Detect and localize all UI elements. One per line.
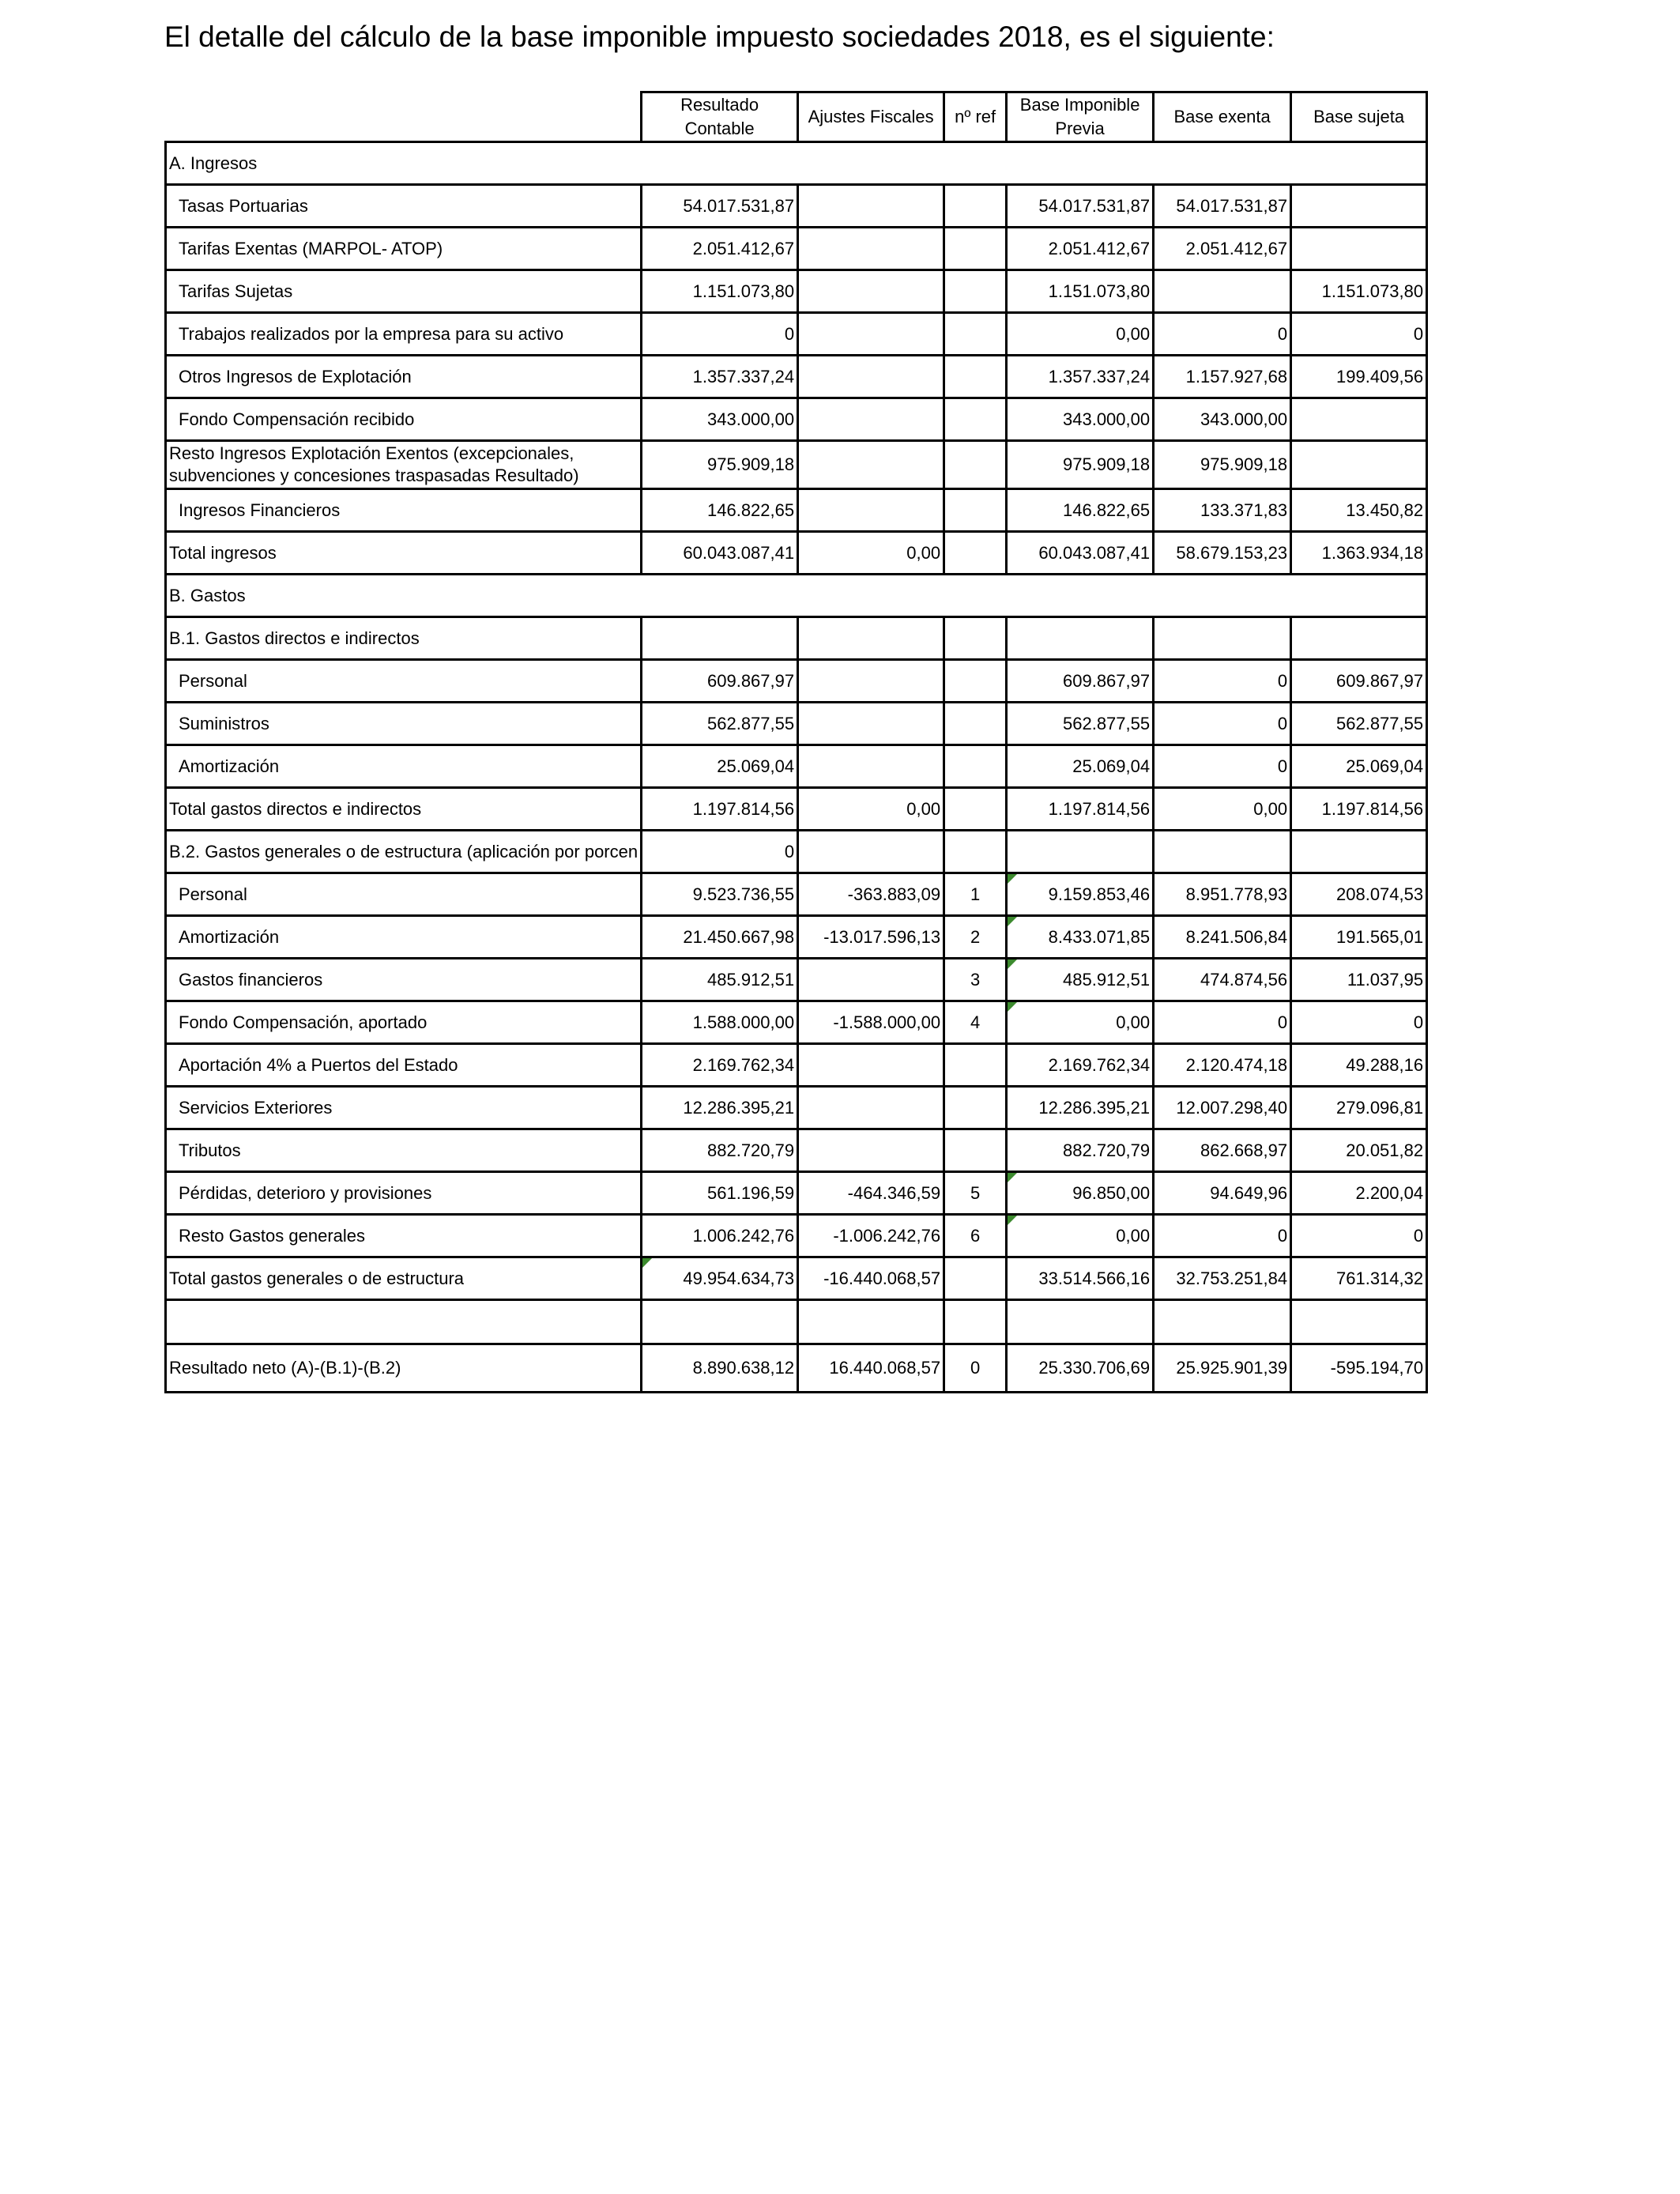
cell-base-exenta: 54.017.531,87 (1154, 185, 1291, 228)
row-label: Resultado neto (A)-(B.1)-(B.2) (166, 1344, 642, 1393)
cell-n-ref (944, 185, 1007, 228)
header-ajustes-fiscales: Ajustes Fiscales (798, 92, 944, 142)
cell-ajustes-fiscales (798, 185, 944, 228)
cell-base-sujeta: 0 (1291, 1001, 1427, 1044)
cell-base-imponible-previa (1007, 1172, 1154, 1215)
row-label: Personal (166, 873, 642, 916)
header-resultado-contable: Resultado Contable (642, 92, 798, 142)
cell-ajustes-fiscales: -1.588.000,00 (798, 1001, 944, 1044)
cell-comment-marker-icon (1008, 1002, 1017, 1012)
table-row (166, 959, 1427, 1001)
cell-base-exenta: 0 (1154, 1001, 1291, 1044)
cell-ajustes-fiscales: 0,00 (798, 532, 944, 575)
cell-base-exenta: 0 (1154, 703, 1291, 745)
table-row (166, 916, 1427, 959)
table-row (166, 270, 1427, 313)
cell-base-imponible-previa: 12.286.395,21 (1007, 1087, 1154, 1129)
table-row (166, 1257, 1427, 1300)
cell-ajustes-fiscales (798, 489, 944, 532)
cell-resultado-contable: 1.197.814,56 (642, 788, 798, 831)
cell-base-sujeta: 0 (1291, 1215, 1427, 1257)
cell-resultado-contable: 561.196,59 (642, 1172, 798, 1215)
cell-base-exenta: 474.874,56 (1154, 959, 1291, 1001)
cell-base-exenta: 0 (1154, 313, 1291, 356)
cell-n-ref (944, 270, 1007, 313)
cell-n-ref (944, 617, 1007, 660)
row-label: B.1. Gastos directos e indirectos (166, 617, 642, 660)
row-label: Suministros (166, 703, 642, 745)
table-row (166, 1300, 1427, 1344)
table-row (166, 1344, 1427, 1393)
cell-base-sujeta: 191.565,01 (1291, 916, 1427, 959)
cell-n-ref (944, 1129, 1007, 1172)
cell-base-exenta (1154, 1300, 1291, 1344)
cell-base-exenta: 862.668,97 (1154, 1129, 1291, 1172)
row-label: Fondo Compensación recibido (166, 398, 642, 441)
cell-resultado-contable (642, 1300, 798, 1344)
cell-resultado-contable: 882.720,79 (642, 1129, 798, 1172)
table-row (166, 788, 1427, 831)
header-base-sujeta: Base sujeta (1291, 92, 1427, 142)
section-fill-cell (642, 142, 1427, 185)
table-row (166, 873, 1427, 916)
cell-base-imponible-previa: 1.357.337,24 (1007, 356, 1154, 398)
header-n-ref: nº ref (944, 92, 1007, 142)
cell-base-imponible-previa (1007, 1300, 1154, 1344)
cell-base-imponible-previa: 33.514.566,16 (1007, 1257, 1154, 1300)
row-label: Tarifas Sujetas (166, 270, 642, 313)
cell-ajustes-fiscales: -1.006.242,76 (798, 1215, 944, 1257)
cell-ajustes-fiscales (798, 1129, 944, 1172)
cell-base-exenta: 94.649,96 (1154, 1172, 1291, 1215)
row-label: Aportación 4% a Puertos del Estado (166, 1044, 642, 1087)
row-label: Amortización (166, 916, 642, 959)
cell-ajustes-fiscales (798, 745, 944, 788)
cell-resultado-contable (642, 1257, 798, 1300)
cell-n-ref (944, 1257, 1007, 1300)
cell-base-exenta (1154, 617, 1291, 660)
cell-n-ref (944, 532, 1007, 575)
tax-base-table (164, 91, 1428, 1393)
table-row (166, 228, 1427, 270)
cell-base-sujeta: 208.074,53 (1291, 873, 1427, 916)
cell-resultado-contable: 562.877,55 (642, 703, 798, 745)
cell-base-imponible-previa (1007, 617, 1154, 660)
table-row (166, 313, 1427, 356)
cell-resultado-contable: 2.169.762,34 (642, 1044, 798, 1087)
cell-ajustes-fiscales (798, 703, 944, 745)
cell-base-imponible-previa: 25.069,04 (1007, 745, 1154, 788)
row-label: Fondo Compensación, aportado (166, 1001, 642, 1044)
cell-base-sujeta: 20.051,82 (1291, 1129, 1427, 1172)
cell-resultado-contable: 9.523.736,55 (642, 873, 798, 916)
cell-n-ref (944, 745, 1007, 788)
row-label: Trabajos realizados por la empresa para su activo (166, 313, 642, 356)
cell-base-sujeta (1291, 185, 1427, 228)
cell-resultado-contable: 12.286.395,21 (642, 1087, 798, 1129)
table-row (166, 745, 1427, 788)
table-row (166, 831, 1427, 873)
cell-base-sujeta: 25.069,04 (1291, 745, 1427, 788)
cell-base-exenta: 2.120.474,18 (1154, 1044, 1291, 1087)
row-label (166, 1300, 642, 1344)
cell-resultado-contable: 25.069,04 (642, 745, 798, 788)
cell-base-exenta (1154, 831, 1291, 873)
cell-value: 0,00 (1116, 1012, 1151, 1032)
header-blank-cell (166, 92, 642, 142)
cell-base-sujeta (1291, 228, 1427, 270)
table-row (166, 185, 1427, 228)
cell-resultado-contable: 0 (642, 831, 798, 873)
cell-resultado-contable: 1.151.073,80 (642, 270, 798, 313)
table-row (166, 398, 1427, 441)
cell-base-sujeta: 49.288,16 (1291, 1044, 1427, 1087)
cell-n-ref (944, 489, 1007, 532)
cell-base-sujeta: 1.363.934,18 (1291, 532, 1427, 575)
row-label: Total gastos directos e indirectos (166, 788, 642, 831)
table-row (166, 1087, 1427, 1129)
row-label: B. Gastos (166, 575, 642, 617)
cell-base-sujeta: 2.200,04 (1291, 1172, 1427, 1215)
row-label: Resto Ingresos Explotación Exentos (excepcionales, subvenciones y concesiones traspasadas Resultado) (166, 441, 642, 489)
cell-resultado-contable: 1.357.337,24 (642, 356, 798, 398)
cell-n-ref (944, 228, 1007, 270)
cell-n-ref (944, 660, 1007, 703)
table-row (166, 489, 1427, 532)
cell-base-sujeta: 279.096,81 (1291, 1087, 1427, 1129)
cell-base-sujeta: 761.314,32 (1291, 1257, 1427, 1300)
cell-base-exenta: 12.007.298,40 (1154, 1087, 1291, 1129)
cell-ajustes-fiscales (798, 660, 944, 703)
table-section-row (166, 575, 1427, 617)
cell-base-imponible-previa: 609.867,97 (1007, 660, 1154, 703)
header-base-imponible-previa: Base Imponible Previa (1007, 92, 1154, 142)
table-row (166, 1172, 1427, 1215)
cell-base-imponible-previa: 2.051.412,67 (1007, 228, 1154, 270)
cell-n-ref (944, 788, 1007, 831)
cell-base-imponible-previa: 1.151.073,80 (1007, 270, 1154, 313)
cell-resultado-contable: 21.450.667,98 (642, 916, 798, 959)
cell-base-imponible-previa: 975.909,18 (1007, 441, 1154, 489)
cell-resultado-contable: 975.909,18 (642, 441, 798, 489)
cell-comment-marker-icon (1008, 917, 1017, 926)
cell-n-ref (944, 398, 1007, 441)
cell-n-ref (944, 1300, 1007, 1344)
row-label: Tarifas Exentas (MARPOL- ATOP) (166, 228, 642, 270)
cell-n-ref: 3 (944, 959, 1007, 1001)
table-row (166, 660, 1427, 703)
cell-ajustes-fiscales (798, 356, 944, 398)
cell-ajustes-fiscales (798, 617, 944, 660)
cell-base-imponible-previa: 343.000,00 (1007, 398, 1154, 441)
cell-n-ref: 1 (944, 873, 1007, 916)
cell-n-ref (944, 313, 1007, 356)
row-label: Resto Gastos generales (166, 1215, 642, 1257)
cell-value: 0,00 (1116, 1225, 1151, 1246)
cell-value: 485.912,51 (1063, 969, 1151, 990)
cell-base-imponible-previa (1007, 959, 1154, 1001)
cell-base-imponible-previa: 562.877,55 (1007, 703, 1154, 745)
cell-comment-marker-icon (1008, 874, 1017, 884)
cell-base-sujeta: 13.450,82 (1291, 489, 1427, 532)
cell-value: 49.954.634,73 (683, 1268, 795, 1288)
row-label: Tasas Portuarias (166, 185, 642, 228)
cell-n-ref (944, 1087, 1007, 1129)
row-label: Pérdidas, deterioro y provisiones (166, 1172, 642, 1215)
cell-resultado-contable: 1.006.242,76 (642, 1215, 798, 1257)
cell-base-sujeta: 609.867,97 (1291, 660, 1427, 703)
cell-resultado-contable: 609.867,97 (642, 660, 798, 703)
cell-base-exenta: 975.909,18 (1154, 441, 1291, 489)
cell-ajustes-fiscales (798, 959, 944, 1001)
cell-n-ref: 2 (944, 916, 1007, 959)
cell-base-imponible-previa (1007, 831, 1154, 873)
table-section-row (166, 142, 1427, 185)
cell-n-ref (944, 356, 1007, 398)
cell-base-sujeta (1291, 398, 1427, 441)
table-row (166, 1001, 1427, 1044)
cell-ajustes-fiscales (798, 1087, 944, 1129)
cell-base-imponible-previa: 25.330.706,69 (1007, 1344, 1154, 1393)
row-label: Total gastos generales o de estructura (166, 1257, 642, 1300)
cell-comment-marker-icon (1008, 959, 1017, 969)
cell-base-imponible-previa: 54.017.531,87 (1007, 185, 1154, 228)
row-label: Tributos (166, 1129, 642, 1172)
document-title: El detalle del cálculo de la base imponible impuesto sociedades 2018, es el siguiente: (164, 21, 1275, 53)
cell-ajustes-fiscales: -464.346,59 (798, 1172, 944, 1215)
cell-resultado-contable: 343.000,00 (642, 398, 798, 441)
cell-base-exenta: 58.679.153,23 (1154, 532, 1291, 575)
cell-base-exenta: 0,00 (1154, 788, 1291, 831)
cell-base-exenta: 0 (1154, 745, 1291, 788)
cell-base-exenta: 343.000,00 (1154, 398, 1291, 441)
table-row (166, 356, 1427, 398)
cell-ajustes-fiscales (798, 270, 944, 313)
cell-base-imponible-previa (1007, 1215, 1154, 1257)
table-header-row (166, 92, 1427, 142)
cell-base-imponible-previa (1007, 873, 1154, 916)
cell-base-sujeta: 1.197.814,56 (1291, 788, 1427, 831)
row-label: Servicios Exteriores (166, 1087, 642, 1129)
cell-base-exenta: 0 (1154, 1215, 1291, 1257)
row-label: Amortización (166, 745, 642, 788)
cell-resultado-contable: 54.017.531,87 (642, 185, 798, 228)
section-fill-cell (642, 575, 1427, 617)
cell-base-sujeta (1291, 441, 1427, 489)
cell-base-imponible-previa: 146.822,65 (1007, 489, 1154, 532)
cell-ajustes-fiscales (798, 313, 944, 356)
row-label: Ingresos Financieros (166, 489, 642, 532)
cell-value: 96.850,00 (1072, 1182, 1151, 1203)
cell-resultado-contable: 0 (642, 313, 798, 356)
row-label: Gastos financieros (166, 959, 642, 1001)
cell-base-imponible-previa: 2.169.762,34 (1007, 1044, 1154, 1087)
row-label: A. Ingresos (166, 142, 642, 185)
table-row (166, 1129, 1427, 1172)
cell-resultado-contable: 1.588.000,00 (642, 1001, 798, 1044)
cell-base-imponible-previa: 882.720,79 (1007, 1129, 1154, 1172)
cell-base-imponible-previa: 1.197.814,56 (1007, 788, 1154, 831)
cell-base-exenta: 8.241.506,84 (1154, 916, 1291, 959)
cell-base-exenta: 25.925.901,39 (1154, 1344, 1291, 1393)
cell-n-ref: 6 (944, 1215, 1007, 1257)
cell-base-exenta: 1.157.927,68 (1154, 356, 1291, 398)
table-row (166, 532, 1427, 575)
cell-ajustes-fiscales: -16.440.068,57 (798, 1257, 944, 1300)
table-row (166, 617, 1427, 660)
cell-base-sujeta: 1.151.073,80 (1291, 270, 1427, 313)
cell-comment-marker-icon (1008, 1216, 1017, 1225)
cell-base-imponible-previa: 0,00 (1007, 313, 1154, 356)
cell-n-ref: 0 (944, 1344, 1007, 1393)
cell-ajustes-fiscales (798, 1300, 944, 1344)
cell-base-imponible-previa (1007, 916, 1154, 959)
cell-ajustes-fiscales: -363.883,09 (798, 873, 944, 916)
row-label: B.2. Gastos generales o de estructura (aplicación por porcen (166, 831, 642, 873)
cell-resultado-contable: 146.822,65 (642, 489, 798, 532)
row-label: Personal (166, 660, 642, 703)
cell-resultado-contable: 60.043.087,41 (642, 532, 798, 575)
cell-ajustes-fiscales (798, 1044, 944, 1087)
cell-n-ref (944, 1044, 1007, 1087)
cell-ajustes-fiscales: 16.440.068,57 (798, 1344, 944, 1393)
table-row (166, 1215, 1427, 1257)
cell-resultado-contable (642, 617, 798, 660)
cell-ajustes-fiscales (798, 228, 944, 270)
row-label: Total ingresos (166, 532, 642, 575)
cell-resultado-contable: 2.051.412,67 (642, 228, 798, 270)
cell-resultado-contable: 8.890.638,12 (642, 1344, 798, 1393)
cell-ajustes-fiscales: -13.017.596,13 (798, 916, 944, 959)
cell-base-exenta: 2.051.412,67 (1154, 228, 1291, 270)
cell-base-exenta: 0 (1154, 660, 1291, 703)
cell-base-imponible-previa: 60.043.087,41 (1007, 532, 1154, 575)
cell-n-ref: 5 (944, 1172, 1007, 1215)
cell-comment-marker-icon (642, 1258, 652, 1268)
cell-base-sujeta: 11.037,95 (1291, 959, 1427, 1001)
table-row (166, 1044, 1427, 1087)
row-label: Otros Ingresos de Explotación (166, 356, 642, 398)
cell-ajustes-fiscales (798, 831, 944, 873)
cell-base-exenta: 8.951.778,93 (1154, 873, 1291, 916)
table-row (166, 441, 1427, 489)
cell-base-sujeta: -595.194,70 (1291, 1344, 1427, 1393)
cell-base-sujeta: 199.409,56 (1291, 356, 1427, 398)
table-row (166, 703, 1427, 745)
cell-value: 8.433.071,85 (1048, 926, 1151, 947)
cell-base-sujeta: 0 (1291, 313, 1427, 356)
cell-ajustes-fiscales: 0,00 (798, 788, 944, 831)
cell-base-sujeta (1291, 617, 1427, 660)
cell-base-exenta (1154, 270, 1291, 313)
cell-ajustes-fiscales (798, 441, 944, 489)
cell-base-sujeta: 562.877,55 (1291, 703, 1427, 745)
cell-base-exenta: 32.753.251,84 (1154, 1257, 1291, 1300)
header-base-exenta: Base exenta (1154, 92, 1291, 142)
cell-ajustes-fiscales (798, 398, 944, 441)
cell-n-ref (944, 703, 1007, 745)
cell-value: 9.159.853,46 (1048, 884, 1151, 904)
cell-n-ref (944, 441, 1007, 489)
cell-resultado-contable: 485.912,51 (642, 959, 798, 1001)
cell-base-exenta: 133.371,83 (1154, 489, 1291, 532)
cell-base-imponible-previa (1007, 1001, 1154, 1044)
cell-base-sujeta (1291, 1300, 1427, 1344)
cell-comment-marker-icon (1008, 1173, 1017, 1182)
cell-n-ref: 4 (944, 1001, 1007, 1044)
cell-base-sujeta (1291, 831, 1427, 873)
cell-n-ref (944, 831, 1007, 873)
